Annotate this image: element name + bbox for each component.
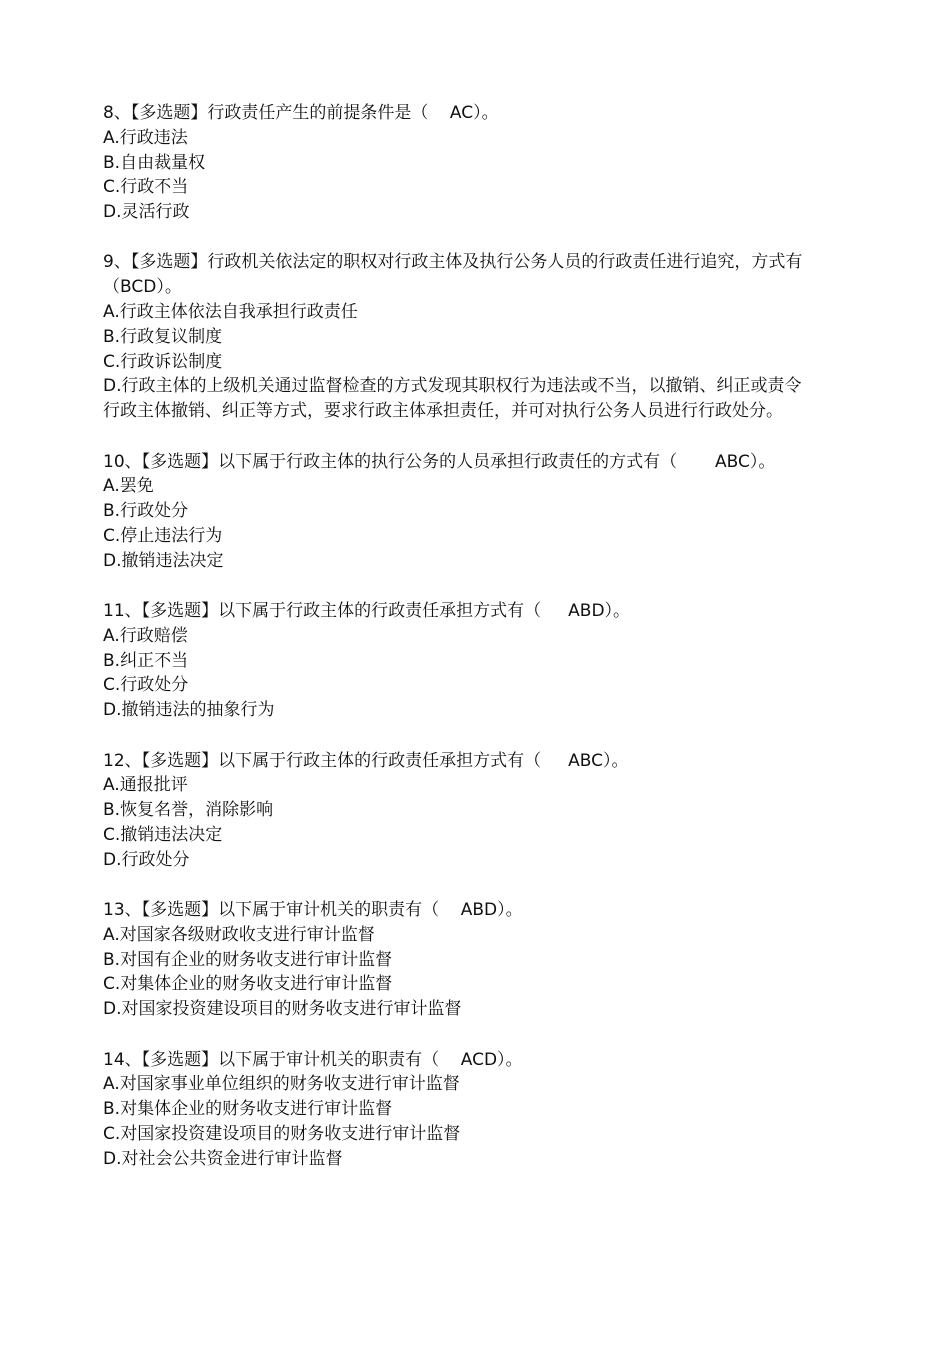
question-13 (103, 898, 818, 1022)
option-a: A.通报批评 (103, 775, 188, 796)
question-8 (103, 101, 818, 225)
option-d: D.撤销违法决定 (103, 550, 224, 571)
option-a: A.罢免 (103, 476, 154, 497)
option-a: A.行政违法 (103, 127, 188, 148)
question-text: 11、【多选题】以下属于行政主体的行政责任承担方式有（ ABD）。 (103, 601, 631, 622)
option-c: C.撤销违法决定 (103, 824, 223, 845)
option-a: A.对国家各级财政收支进行审计监督 (103, 924, 375, 945)
option-c: C.行政处分 (103, 675, 189, 696)
option-b: B.行政处分 (103, 501, 189, 522)
option-c: C.停止违法行为 (103, 525, 223, 546)
option-b: B.对国有企业的财务收支进行审计监督 (103, 949, 393, 970)
option-a: A.行政赔偿 (103, 625, 188, 646)
option-d: D.对国家投资建设项目的财务收支进行审计监督 (103, 999, 462, 1020)
question-text: 14、【多选题】以下属于审计机关的职责有（ ACD）。 (103, 1049, 523, 1070)
question-text: 8、【多选题】行政责任产生的前提条件是（ AC）。 (103, 103, 499, 123)
question-text: 13、【多选题】以下属于审计机关的职责有（ ABD）。 (103, 900, 523, 921)
question-text: 9、【多选题】行政机关依法定的职权对行政主体及执行公务人员的行政责任进行追究，方式有（BCD）。 (103, 252, 803, 298)
question-text: 12、【多选题】以下属于行政主体的行政责任承担方式有（ ABC）。 (103, 750, 629, 771)
option-d: D.撤销违法的抽象行为 (103, 700, 275, 721)
option-d: D.行政处分 (103, 849, 190, 870)
option-d: D.行政主体的上级机关通过监督检查的方式发现其职权行为违法或不当，以撤销、纠正或责令行政主体撤销、纠正等方式，要求行政主体承担责任，并可对执行公务人员进行行政处分。 (103, 376, 802, 422)
question-9 (103, 250, 818, 424)
option-b: B.纠正不当 (103, 650, 189, 671)
question-page (103, 101, 818, 1197)
question-14 (103, 1048, 818, 1172)
option-d: D.对社会公共资金进行审计监督 (103, 1148, 343, 1169)
option-b: B.对集体企业的财务收支进行审计监督 (103, 1099, 393, 1120)
option-b: B.恢复名誉，消除影响 (103, 800, 274, 821)
option-a: A.行政主体依法自我承担行政责任 (103, 302, 358, 323)
option-c: C.行政诉讼制度 (103, 351, 223, 372)
option-c: C.行政不当 (103, 177, 189, 198)
question-12 (103, 749, 818, 873)
option-c: C.对集体企业的财务收支进行审计监督 (103, 974, 393, 995)
option-b: B.行政复议制度 (103, 326, 223, 347)
option-d: D.灵活行政 (103, 202, 190, 223)
question-10 (103, 450, 818, 574)
option-a: A.对国家事业单位组织的财务收支进行审计监督 (103, 1074, 460, 1095)
question-11 (103, 599, 818, 723)
option-b: B.自由裁量权 (103, 152, 206, 173)
option-c: C.对国家投资建设项目的财务收支进行审计监督 (103, 1123, 461, 1144)
question-text: 10、【多选题】以下属于行政主体的执行公务的人员承担行政责任的方式有（ ABC）。 (103, 451, 776, 472)
